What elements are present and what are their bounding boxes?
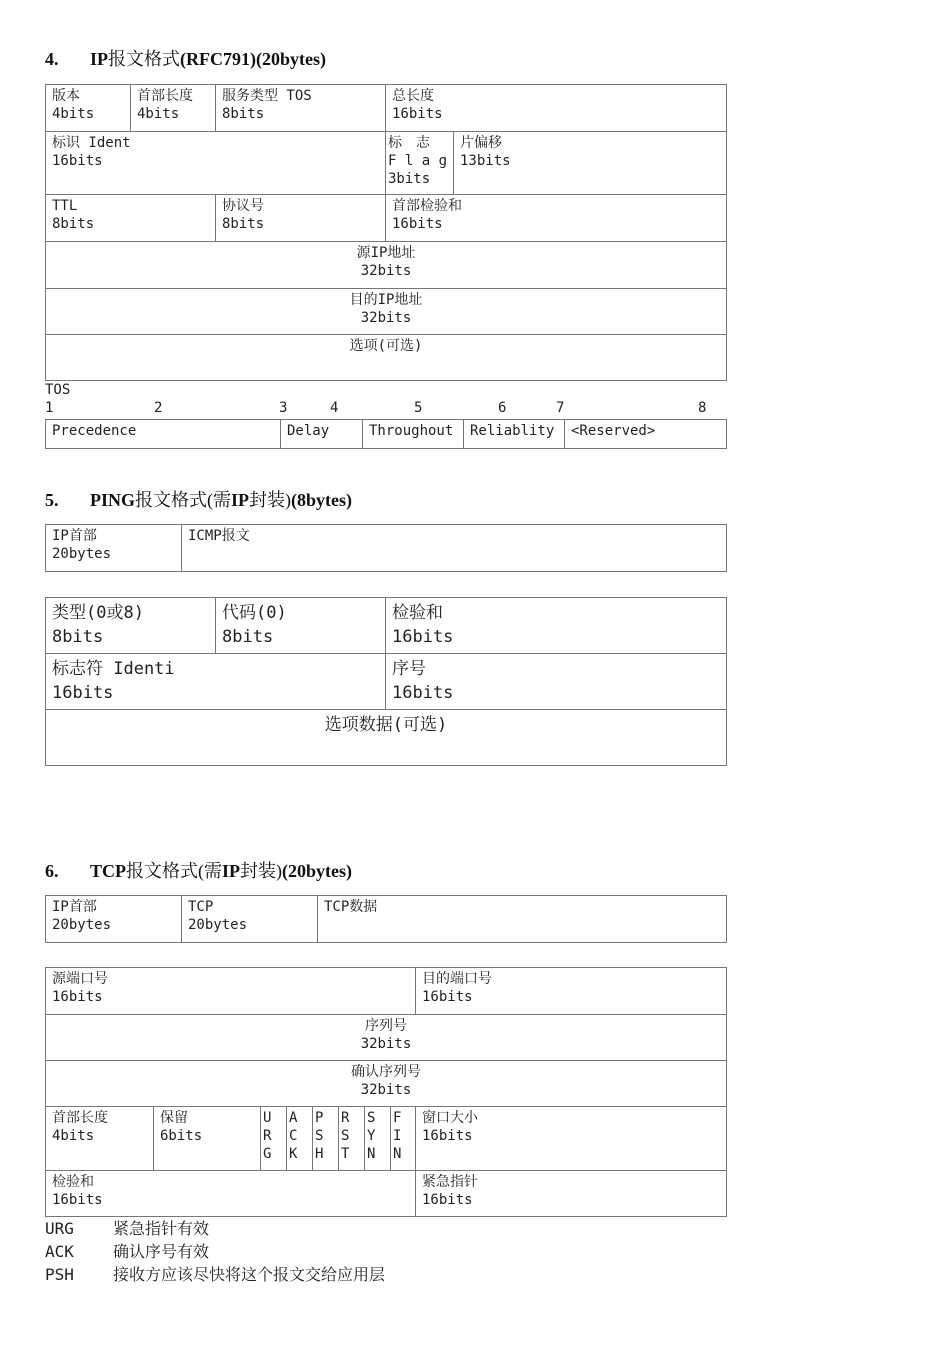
ip-options-cell: 选项(可选) <box>46 335 727 381</box>
tcp-flag-psh: P S H <box>313 1107 339 1171</box>
tcp-ip-header-cell: IP首部 20bytes <box>46 896 182 943</box>
ip-checksum-cell: 首部检验和 16bits <box>386 195 727 242</box>
ping-identifier-cell: 标志符 Identi 16bits <box>46 654 386 710</box>
ping-icmp-cell: ICMP报文 <box>182 525 727 572</box>
tos-throughput-cell: Throughout <box>363 420 464 449</box>
ip-frag-offset-cell: 片偏移 13bits <box>454 132 727 195</box>
tcp-urgent-ptr-cell: 紧急指针 16bits <box>416 1171 727 1217</box>
tcp-flag-fin: F I N <box>391 1107 416 1171</box>
tcp-dst-port-cell: 目的端口号 16bits <box>416 968 727 1015</box>
ip-heading: 4. IP报文格式(RFC791)(20bytes) <box>45 49 326 69</box>
tcp-window-cell: 窗口大小 16bits <box>416 1107 727 1171</box>
ping-sequence-cell: 序号 16bits <box>386 654 727 710</box>
ip-ident-cell: 标识 Ident 16bits <box>46 132 386 195</box>
tcp-src-port-cell: 源端口号 16bits <box>46 968 416 1015</box>
note-urg: URG 紧急指针有效 <box>45 1219 210 1238</box>
note-psh: PSH 接收方应该尽快将这个报文交给应用层 <box>45 1265 386 1284</box>
tcp-format-table <box>45 967 727 1217</box>
tos-reliability-cell: Reliablity <box>464 420 565 449</box>
tos-table <box>45 419 727 449</box>
tcp-reserved-cell: 保留 6bits <box>154 1107 261 1171</box>
tos-delay-cell: Delay <box>281 420 363 449</box>
ip-dst-cell: 目的IP地址 32bits <box>46 289 727 335</box>
tos-bit-2: 2 <box>154 400 163 416</box>
ping-code-cell: 代码(0) 8bits <box>216 598 386 654</box>
ip-tos-cell: 服务类型 TOS 8bits <box>216 85 386 132</box>
ip-flag-cell: 标 志 F l a g 3bits <box>386 132 454 195</box>
tos-bit-5: 5 <box>414 400 423 416</box>
ip-ihl-cell: 首部长度 4bits <box>131 85 216 132</box>
tcp-tcp-header-cell: TCP 20bytes <box>182 896 318 943</box>
tcp-flag-urg: U R G <box>261 1107 287 1171</box>
tos-bit-3: 3 <box>279 400 288 416</box>
ip-src-cell: 源IP地址 32bits <box>46 242 727 289</box>
tos-bit-8: 8 <box>698 400 707 416</box>
ping-format-table <box>45 597 727 766</box>
ping-type-cell: 类型(0或8) 8bits <box>46 598 216 654</box>
tos-label: TOS <box>45 382 71 398</box>
tos-bit-4: 4 <box>330 400 339 416</box>
note-ack: ACK 确认序号有效 <box>45 1242 210 1261</box>
ip-total-length-cell: 总长度 16bits <box>386 85 727 132</box>
ping-heading: 5. PING报文格式(需IP封装)(8bytes) <box>45 490 352 510</box>
tcp-data-cell: TCP数据 <box>318 896 727 943</box>
ping-ip-header-cell: IP首部 20bytes <box>46 525 182 572</box>
ip-version-cell: 版本 4bits <box>46 85 131 132</box>
tcp-heading: 6. TCP报文格式(需IP封装)(20bytes) <box>45 861 352 881</box>
ip-protocol-cell: 协议号 8bits <box>216 195 386 242</box>
tos-bit-6: 6 <box>498 400 507 416</box>
tcp-seq-cell: 序列号 32bits <box>46 1015 727 1061</box>
tos-precedence-cell: Precedence <box>46 420 281 449</box>
ping-encap-table <box>45 524 727 572</box>
tos-reserved-cell: <Reserved> <box>565 420 727 449</box>
tos-bit-7: 7 <box>556 400 565 416</box>
ping-checksum-cell: 检验和 16bits <box>386 598 727 654</box>
ip-ttl-cell: TTL 8bits <box>46 195 216 242</box>
tcp-flag-ack: A C K <box>287 1107 313 1171</box>
tcp-encap-table <box>45 895 727 943</box>
tcp-hlen-cell: 首部长度 4bits <box>46 1107 154 1171</box>
tcp-flag-rst: R S T <box>339 1107 365 1171</box>
tcp-flag-syn: S Y N <box>365 1107 391 1171</box>
tos-bit-1: 1 <box>45 400 54 416</box>
tcp-checksum-cell: 检验和 16bits <box>46 1171 416 1217</box>
ping-options-cell: 选项数据(可选) <box>46 710 727 766</box>
tcp-ack-num-cell: 确认序列号 32bits <box>46 1061 727 1107</box>
ip-header-table <box>45 84 727 381</box>
